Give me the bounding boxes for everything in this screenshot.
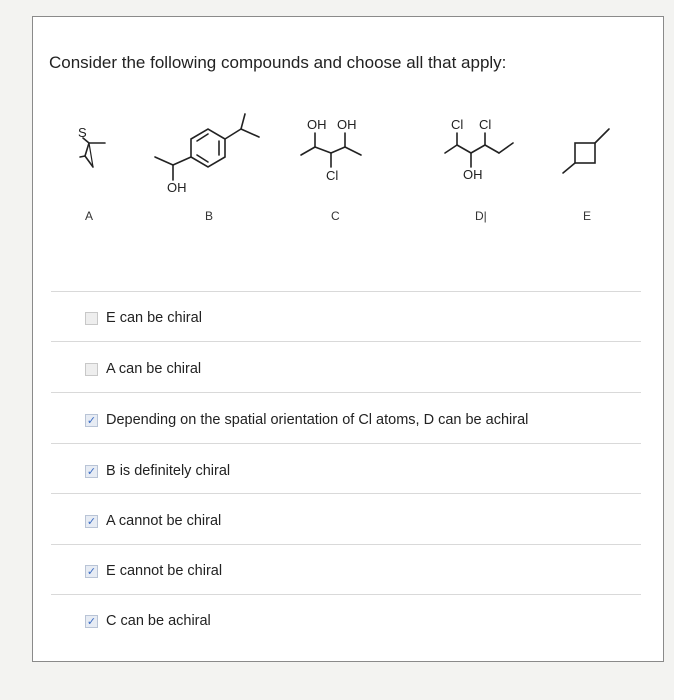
checkbox[interactable]	[85, 312, 98, 325]
atom-label: S	[78, 125, 87, 140]
divider	[51, 544, 641, 545]
divider	[51, 493, 641, 494]
option-b-definitely-chiral[interactable]	[85, 460, 230, 482]
atom-label: OH	[337, 117, 357, 132]
atom-label: Cl	[479, 117, 492, 132]
atom-label: Cl	[451, 117, 464, 132]
option-label: A can be chiral	[106, 361, 202, 377]
divider	[51, 341, 641, 342]
structure-letter-d: D|	[475, 209, 487, 223]
checkbox-checked[interactable]: ✓	[86, 515, 97, 528]
divider	[51, 291, 641, 292]
structures-figure	[33, 17, 665, 247]
checkbox-checked[interactable]: ✓	[86, 615, 97, 628]
checkbox-checked[interactable]: ✓	[86, 565, 97, 578]
atom-label: OH	[307, 117, 327, 132]
option-e-can-be-chiral[interactable]	[85, 307, 202, 329]
structure-c	[301, 133, 361, 167]
option-d-can-be-achiral[interactable]	[85, 409, 528, 431]
option-label: C can be achiral	[106, 613, 211, 629]
option-a-cannot-be-chiral[interactable]	[85, 510, 221, 532]
option-label: B is definitely chiral	[106, 463, 231, 479]
checkbox-checked[interactable]: ✓	[86, 465, 97, 478]
checkbox[interactable]	[85, 363, 98, 376]
question-text: Consider the following compounds and choose all that apply:	[49, 53, 507, 72]
structure-letter-a: A	[85, 209, 94, 223]
structure-letter-c: C	[331, 209, 340, 223]
structure-d	[445, 133, 513, 167]
structure-e	[563, 129, 609, 173]
structure-a	[80, 138, 105, 167]
option-label: Depending on the spatial orientation of Cl atoms, D can be achiral	[106, 412, 529, 428]
divider	[51, 392, 641, 393]
option-a-can-be-chiral[interactable]	[85, 358, 201, 380]
divider	[51, 443, 641, 444]
structure-letter-e: E	[583, 209, 592, 223]
atom-label: Cl	[326, 168, 339, 183]
structure-b	[155, 114, 259, 180]
atom-label: OH	[167, 180, 187, 195]
question-card	[32, 16, 664, 662]
atom-label: OH	[463, 167, 483, 182]
checkbox-checked[interactable]: ✓	[86, 414, 97, 427]
divider	[51, 594, 641, 595]
option-c-can-be-achiral[interactable]	[85, 610, 211, 632]
structure-letter-b: B	[205, 209, 214, 223]
option-label: E cannot be chiral	[106, 563, 223, 579]
option-label: A cannot be chiral	[106, 513, 222, 529]
option-e-cannot-be-chiral[interactable]	[85, 560, 222, 582]
option-label: E can be chiral	[106, 310, 202, 326]
